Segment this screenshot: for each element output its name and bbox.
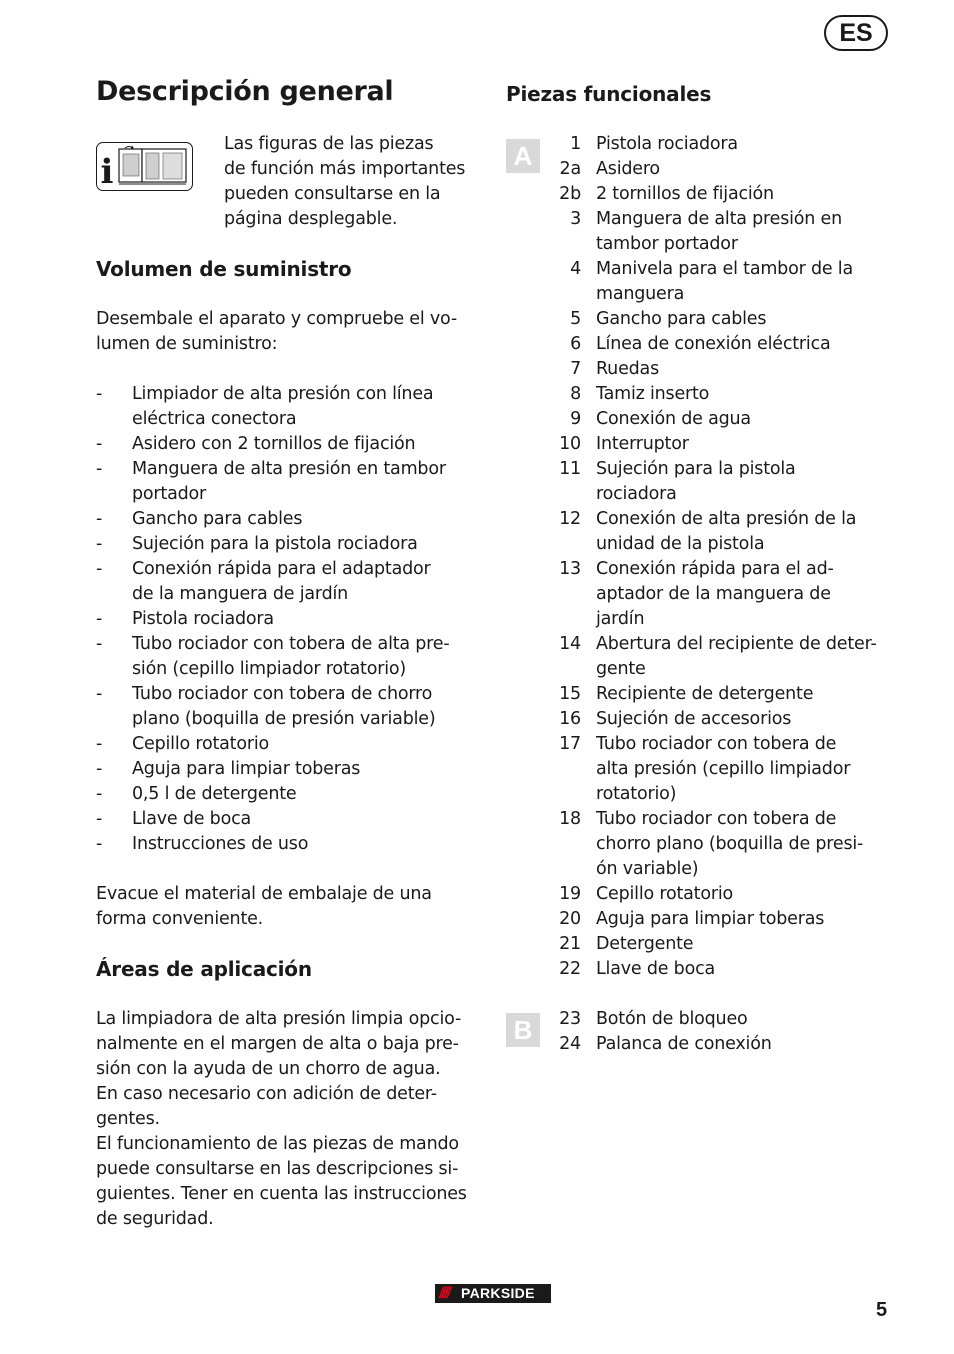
- part-label: Palanca de conexión: [596, 1034, 772, 1054]
- part-number: 3: [570, 209, 581, 229]
- list-item-line: Pistola rociadora: [132, 609, 274, 629]
- list-item-line: eléctrica conectora: [132, 409, 297, 429]
- supply-intro-line: Desembale el aparato y compruebe el vo-: [96, 309, 457, 329]
- bullet-dash: -: [96, 509, 103, 529]
- list-item: [540, 457, 900, 507]
- list-item: [540, 382, 900, 407]
- part-number: 12: [559, 509, 581, 529]
- part-label: Aguja para limpiar toberas: [596, 909, 825, 929]
- list-item-line: 0,5 l de detergente: [132, 784, 297, 804]
- list-item-line: portador: [132, 484, 207, 504]
- part-label: unidad de la pistola: [596, 534, 765, 554]
- supply-outro-line: forma conveniente.: [96, 909, 264, 929]
- part-number: 2a: [559, 159, 581, 179]
- list-item: [540, 932, 900, 957]
- application-heading: Áreas de aplicación: [96, 957, 312, 981]
- info-manual-icon: [96, 142, 193, 191]
- logo-stripes-icon: ////: [439, 1285, 449, 1302]
- part-number: 16: [559, 709, 581, 729]
- list-item-line: Limpiador de alta presión con línea: [132, 384, 434, 404]
- svg-text:i: i: [100, 152, 114, 189]
- list-item: [540, 907, 900, 932]
- intro-text: [224, 132, 476, 232]
- part-label: Manguera de alta presión en: [596, 209, 843, 229]
- brand-name: PARKSIDE: [461, 1285, 535, 1301]
- list-item: [540, 632, 900, 682]
- bullet-dash: -: [96, 459, 103, 479]
- part-label: manguera: [596, 284, 685, 304]
- part-number: 18: [559, 809, 581, 829]
- part-label: Asidero: [596, 159, 660, 179]
- bullet-dash: -: [96, 434, 103, 454]
- list-item-line: Asidero con 2 tornillos de fijación: [132, 434, 416, 454]
- supply-outro-line: Evacue el material de embalaje de una: [96, 884, 432, 904]
- part-number: 24: [559, 1034, 581, 1054]
- intro-line: página desplegable.: [224, 209, 398, 229]
- part-label: Gancho para cables: [596, 309, 767, 329]
- part-label: chorro plano (boquilla de presi-: [596, 834, 864, 854]
- list-item-line: Aguja para limpiar toberas: [132, 759, 361, 779]
- list-item: [540, 257, 900, 307]
- bullet-dash: -: [96, 784, 103, 804]
- list-item: [540, 557, 900, 632]
- part-label: Conexión rápida para el ad-: [596, 559, 834, 579]
- list-item: [540, 432, 900, 457]
- part-number: 15: [559, 684, 581, 704]
- part-label: Recipiente de detergente: [596, 684, 814, 704]
- intro-line: pueden consultarse en la: [224, 184, 441, 204]
- part-label: jardín: [596, 609, 645, 629]
- bullet-dash: -: [96, 384, 103, 404]
- part-label: Interruptor: [596, 434, 689, 454]
- functional-parts-list-b: [540, 1007, 900, 1057]
- list-item: [540, 407, 900, 432]
- part-label: Cepillo rotatorio: [596, 884, 733, 904]
- part-label: Manivela para el tambor de la: [596, 259, 853, 279]
- list-item-line: Tubo rociador con tobera de chorro: [132, 684, 433, 704]
- list-item-line: Tubo rociador con tobera de alta pre-: [132, 634, 450, 654]
- list-item: [96, 557, 486, 607]
- part-label: Conexión de alta presión de la: [596, 509, 857, 529]
- list-item: [96, 607, 486, 632]
- part-number: 13: [559, 559, 581, 579]
- part-number: 7: [570, 359, 581, 379]
- list-item-line: de la manguera de jardín: [132, 584, 349, 604]
- list-item: [96, 807, 486, 832]
- part-label: Botón de bloqueo: [596, 1009, 748, 1029]
- application-line: sión con la ayuda de un chorro de agua.: [96, 1059, 441, 1079]
- list-item: [96, 457, 486, 507]
- list-item: [540, 882, 900, 907]
- bullet-dash: -: [96, 534, 103, 554]
- part-label: aptador de la manguera de: [596, 584, 831, 604]
- list-item: [540, 807, 900, 882]
- list-item: [96, 732, 486, 757]
- part-number: 23: [559, 1009, 581, 1029]
- functional-parts-list-a: [540, 132, 900, 982]
- parkside-logo: [435, 1284, 551, 1303]
- intro-line: Las figuras de las piezas: [224, 134, 434, 154]
- bullet-dash: -: [96, 809, 103, 829]
- part-label: Abertura del recipiente de deter-: [596, 634, 877, 654]
- part-label: Sujeción para la pistola: [596, 459, 796, 479]
- list-item: [540, 732, 900, 807]
- intro-line: de función más importantes: [224, 159, 466, 179]
- page-number: 5: [876, 1299, 888, 1321]
- part-number: 21: [559, 934, 581, 954]
- part-number: 10: [559, 434, 581, 454]
- part-label: Tubo rociador con tobera de: [596, 809, 837, 829]
- list-item: [96, 632, 486, 682]
- part-label: Llave de boca: [596, 959, 716, 979]
- page-title: Descripción general: [96, 76, 394, 107]
- part-number: 8: [570, 384, 581, 404]
- list-item-line: Conexión rápida para el adaptador: [132, 559, 431, 579]
- application-line: En caso necesario con adición de deter-: [96, 1084, 437, 1104]
- application-line: La limpiadora de alta presión limpia opcio-: [96, 1009, 462, 1029]
- list-item: [96, 682, 486, 732]
- list-item-line: Cepillo rotatorio: [132, 734, 269, 754]
- list-item: [540, 707, 900, 732]
- part-label: 2 tornillos de fijación: [596, 184, 774, 204]
- list-item: [540, 682, 900, 707]
- supply-intro-line: lumen de suministro:: [96, 334, 278, 354]
- list-item: [96, 782, 486, 807]
- part-label: Ruedas: [596, 359, 659, 379]
- list-item-line: Llave de boca: [132, 809, 252, 829]
- bullet-dash: -: [96, 634, 103, 654]
- list-item-line: sión (cepillo limpiador rotatorio): [132, 659, 407, 679]
- language-badge: ES: [824, 15, 888, 51]
- application-line: nalmente en el margen de alta o baja pre-: [96, 1034, 459, 1054]
- part-number: 6: [570, 334, 581, 354]
- part-label: Línea de conexión eléctrica: [596, 334, 831, 354]
- list-item: [540, 507, 900, 557]
- list-item-line: Manguera de alta presión en tambor: [132, 459, 446, 479]
- part-label: ón variable): [596, 859, 699, 879]
- list-item: [96, 832, 486, 857]
- bullet-dash: -: [96, 609, 103, 629]
- list-item-line: Gancho para cables: [132, 509, 303, 529]
- list-item: [96, 532, 486, 557]
- bullet-dash: -: [96, 734, 103, 754]
- application-line: guientes. Tener en cuenta las instrucciones: [96, 1184, 467, 1204]
- part-number: 20: [559, 909, 581, 929]
- list-item: [540, 182, 900, 207]
- list-item: [96, 507, 486, 532]
- part-number: 11: [559, 459, 581, 479]
- list-item: [540, 307, 900, 332]
- list-item-line: plano (boquilla de presión variable): [132, 709, 436, 729]
- part-label: Sujeción de accesorios: [596, 709, 792, 729]
- part-label: alta presión (cepillo limpiador: [596, 759, 851, 779]
- list-item: [540, 207, 900, 257]
- section-a-label: A: [506, 139, 540, 173]
- application-line: gentes.: [96, 1109, 160, 1129]
- supply-outro: [96, 882, 486, 932]
- list-item: [540, 957, 900, 982]
- list-item-line: Sujeción para la pistola rociadora: [132, 534, 418, 554]
- list-item: [540, 1032, 900, 1057]
- list-item: [540, 1007, 900, 1032]
- part-number: 14: [559, 634, 581, 654]
- part-number: 5: [570, 309, 581, 329]
- info-manual-icon-graphic: [97, 143, 192, 189]
- part-label: rotatorio): [596, 784, 677, 804]
- part-number: 17: [559, 734, 581, 754]
- list-item: [96, 382, 486, 432]
- part-number: 2b: [559, 184, 581, 204]
- bullet-dash: -: [96, 834, 103, 854]
- part-label: gente: [596, 659, 646, 679]
- part-label: Conexión de agua: [596, 409, 751, 429]
- supply-intro: [96, 307, 486, 357]
- part-number: 4: [570, 259, 581, 279]
- section-b-label: B: [506, 1013, 540, 1047]
- list-item: [96, 757, 486, 782]
- bullet-dash: -: [96, 684, 103, 704]
- application-line: puede consultarse en las descripciones si-: [96, 1159, 459, 1179]
- part-label: Detergente: [596, 934, 694, 954]
- supply-list: [96, 382, 486, 857]
- part-label: Tubo rociador con tobera de: [596, 734, 837, 754]
- application-line: El funcionamiento de las piezas de mando: [96, 1134, 459, 1154]
- bullet-dash: -: [96, 559, 103, 579]
- part-label: Tamiz inserto: [596, 384, 710, 404]
- list-item: [540, 332, 900, 357]
- part-label: tambor portador: [596, 234, 738, 254]
- bullet-dash: -: [96, 759, 103, 779]
- part-number: 9: [570, 409, 581, 429]
- part-number: 1: [570, 134, 581, 154]
- supply-heading: Volumen de suministro: [96, 257, 352, 281]
- list-item-line: Instrucciones de uso: [132, 834, 309, 854]
- part-label: Pistola rociadora: [596, 134, 738, 154]
- part-label: rociadora: [596, 484, 677, 504]
- application-text: [96, 1007, 486, 1232]
- list-item: [96, 432, 486, 457]
- functional-parts-heading: Piezas funcionales: [506, 82, 712, 106]
- part-number: 19: [559, 884, 581, 904]
- list-item: [540, 157, 900, 182]
- application-line: de seguridad.: [96, 1209, 214, 1229]
- list-item: [540, 357, 900, 382]
- part-number: 22: [559, 959, 581, 979]
- list-item: [540, 132, 900, 157]
